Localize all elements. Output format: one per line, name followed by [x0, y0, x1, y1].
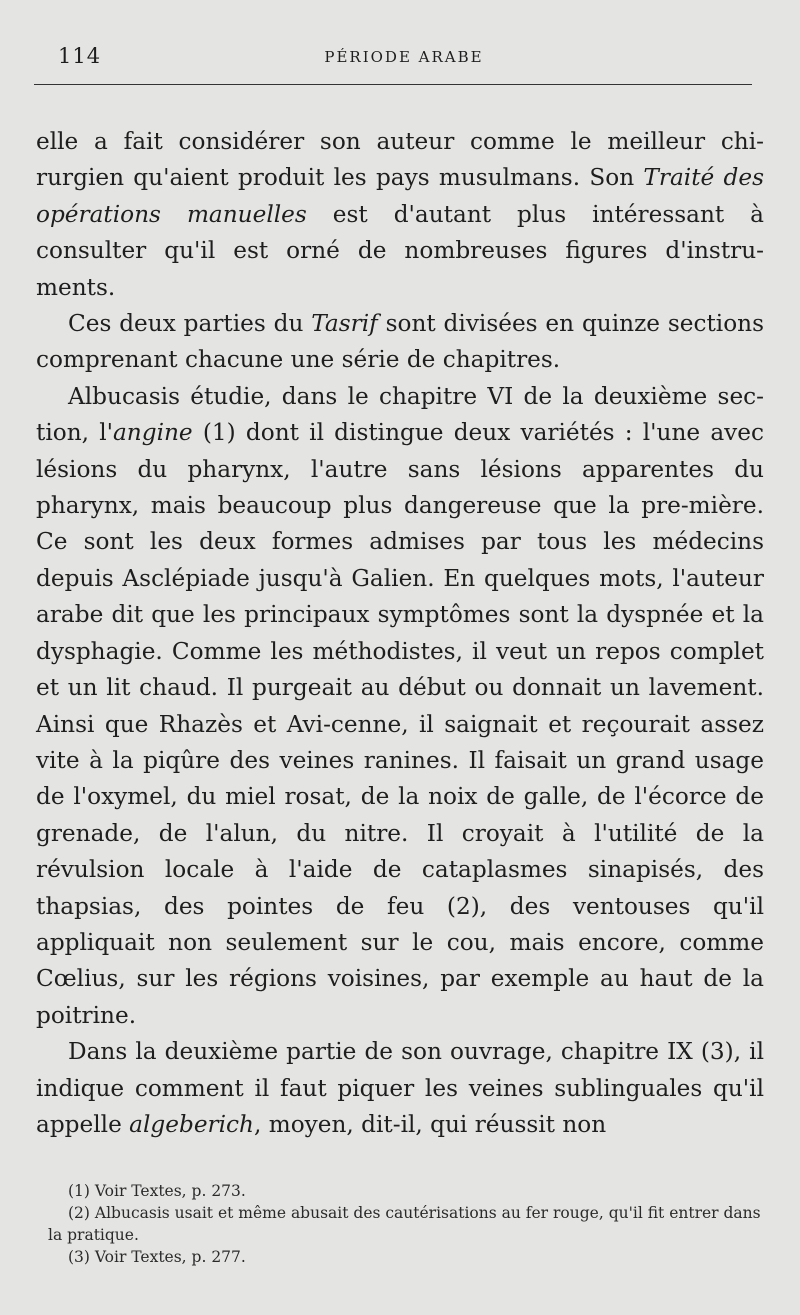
paragraph [36, 124, 764, 306]
footnote: (2) Albucasis usait et même abusait des cautérisations au fer rouge, qu'il fit entrer dans la pratique. [48, 1204, 761, 1244]
page-header [58, 40, 750, 72]
footnotes [48, 1180, 768, 1268]
paragraph [36, 1034, 764, 1143]
page-number: 114 [58, 44, 102, 68]
text-segment: elle a fait considérer son auteur comme le meilleur chi-rurgien qu'aient produit les pays musulmans. Son [36, 128, 764, 192]
text-segment: Ces deux parties du [68, 310, 312, 338]
paragraph [36, 379, 764, 1034]
footnote: (3) Voir Textes, p. 277. [68, 1248, 246, 1266]
italic-text: angine [112, 419, 193, 447]
running-title: PÉRIODE ARABE [324, 48, 484, 66]
italic-text: algeberich [129, 1110, 254, 1138]
header-rule [34, 84, 752, 85]
text-segment: sont divisées en quinze sections comprenant chacune une série de chapitres. [36, 310, 764, 374]
italic-text: Tasrif [311, 310, 378, 338]
text-segment: , moyen, dit-il, qui réussit non [253, 1110, 607, 1138]
body-text [36, 124, 764, 1143]
text-segment: Dans la deuxième partie de son ouvrage, chapitre IX (3), il indique comment il faut piquer les veines sublinguales qu'il appelle [36, 1038, 764, 1138]
text-segment: Albucasis étudie, dans le chapitre VI de la deuxième sec-tion, l' [36, 382, 764, 447]
footnote: (1) Voir Textes, p. 273. [68, 1182, 246, 1200]
text-segment: est d'autant plus intéressant à consulter qu'il est orné de nombreuses figures d'instru-ments. [36, 200, 764, 301]
text-segment: (1) dont il distingue deux variétés : l'une avec lésions du pharynx, l'autre sans lésions apparentes du pharynx, mais beaucoup plus dangereuse que la pre-mière. Ce sont les deux formes admises par tous les médecins depuis Asclépiade jusqu'à Galien. En quelques mots, l'auteur arabe dit que les principaux symptômes sont la dyspnée et la dysphagie. Comme les méthodistes, il veut un repos complet et un lit chaud. Il purgeait au début ou donnait un lavement. Ainsi que Rhazès et Avi-cenne, il saignait et reçourait assez vite à la piqûre des veines ranines. Il faisait un grand usage de l'oxymel, du miel rosat, de la noix de galle, de l'écorce de grenade, de l'alun, du nitre. Il croyait à l'utilité de la révulsion locale à l'aide de cataplasmes sinapisés, des thapsias, des pointes de feu (2), des ventouses qu'il appliquait non seulement sur le cou, mais encore, comme Cœlius, sur les régions voisines, par exemple au haut de la poitrine. [36, 419, 764, 1029]
italic-text: Traité des opérations manuelles [36, 164, 764, 228]
paragraph [36, 306, 764, 379]
